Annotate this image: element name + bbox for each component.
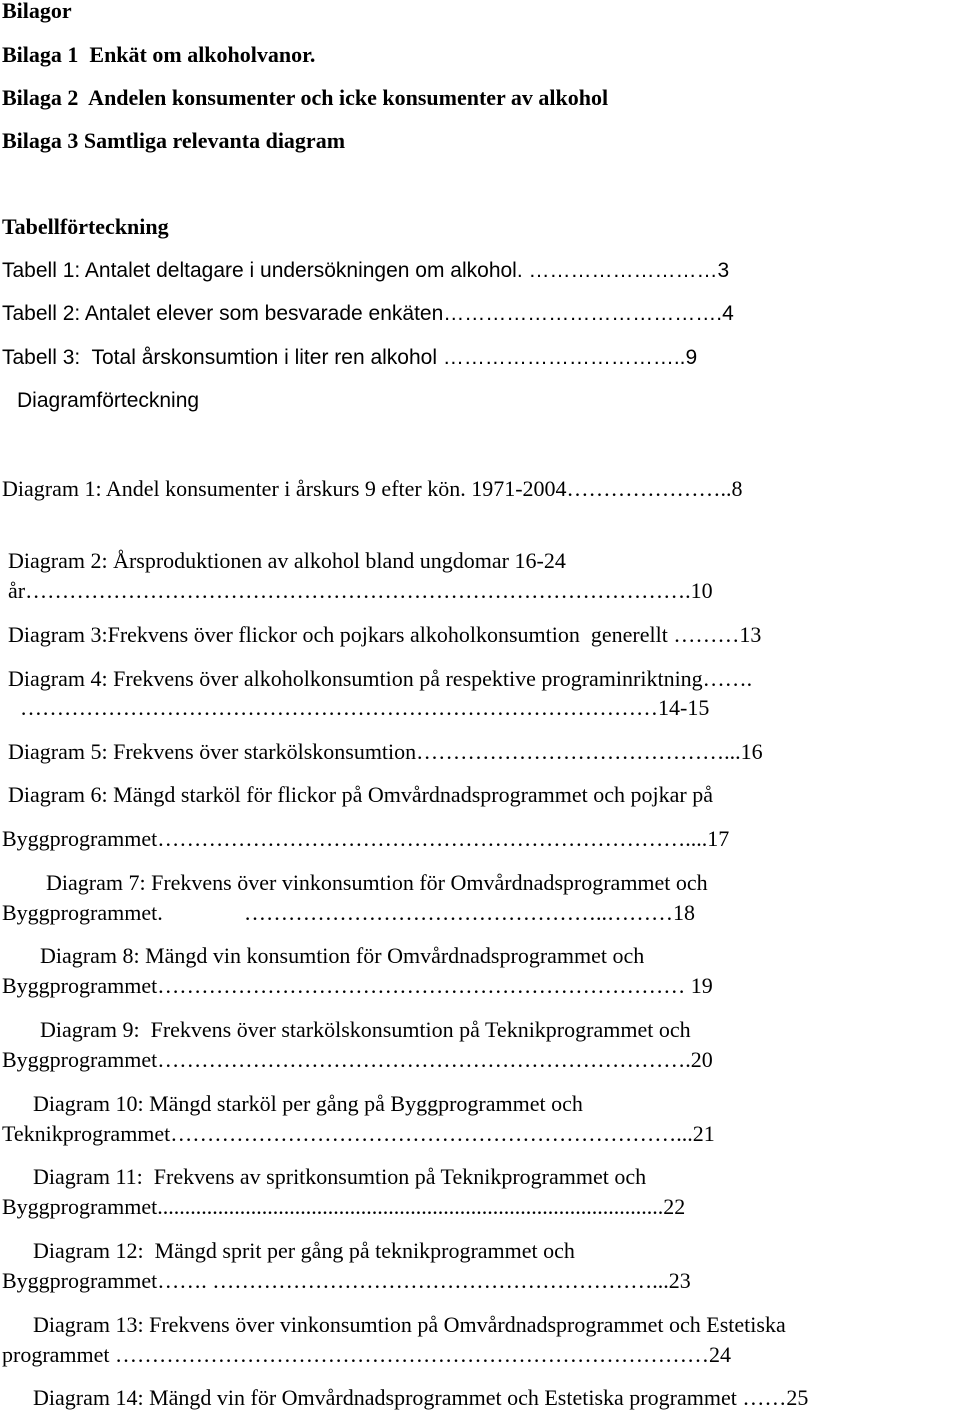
- diagram-entry-4-leader: ……………………………………………………………………………14-15: [20, 695, 710, 720]
- tables-heading: Tabellförteckning: [2, 214, 169, 239]
- diagram-entry-13-title: Diagram 13: Frekvens över vinkonsumtion på Omvårdnadsprogrammet och Estetiska: [33, 1312, 786, 1337]
- table-entry-1: Tabell 1: Antalet deltagare i undersökningen om alkohol. ………………………3: [2, 259, 730, 282]
- diagram-entry-11-title: Diagram 11: Frekvens av spritkonsumtion på Teknikprogrammet och: [33, 1164, 647, 1189]
- diagram-entry-8-title: Diagram 8: Mängd vin konsumtion för Omvårdnadsprogrammet och: [40, 943, 645, 968]
- diagram-entry-8-leader: Byggprogrammet……………………………………………………………… 19: [2, 973, 713, 998]
- diagram-entry-7-title: Diagram 7: Frekvens över vinkonsumtion för Omvårdnadsprogrammet och: [46, 870, 708, 895]
- appendix-item-2: Bilaga 2 Andelen konsumenter och icke konsumenter av alkohol: [2, 85, 609, 110]
- diagram-entry-7-name: Byggprogrammet.: [2, 900, 163, 925]
- diagram-entry-4-title: Diagram 4: Frekvens över alkoholkonsumtion på respektive programinriktning…….: [8, 666, 753, 691]
- diagram-entry-14: Diagram 14: Mängd vin för Omvårdnadsprogrammet och Estetiska programmet ……25: [33, 1385, 809, 1410]
- appendix-item-1: Bilaga 1 Enkät om alkoholvanor.: [2, 42, 316, 67]
- diagram-entry-9-leader: Byggprogrammet……………………………………………………………….20: [2, 1047, 713, 1072]
- diagram-entry-3: Diagram 3:Frekvens över flickor och pojkars alkoholkonsumtion generellt ………13: [8, 622, 762, 647]
- diagram-entry-10-title: Diagram 10: Mängd starköl per gång på Byggprogrammet och: [33, 1091, 583, 1116]
- diagram-entry-5: Diagram 5: Frekvens över starkölskonsumtion……………………………………...16: [8, 739, 763, 764]
- diagram-entry-2-title: Diagram 2: Årsproduktionen av alkohol bland ungdomar 16-24: [8, 548, 566, 573]
- diagrams-heading: Diagramförteckning: [17, 389, 200, 412]
- appendix-heading: Bilagor: [2, 0, 72, 23]
- diagram-entry-7-leader: …………………………………………..………18: [244, 900, 695, 925]
- diagram-entry-9-title: Diagram 9: Frekvens över starkölskonsumtion på Teknikprogrammet och: [40, 1017, 691, 1042]
- diagram-entry-13-leader: programmet ………………………………………………………………………24: [2, 1342, 732, 1367]
- diagram-entry-2-leader: år……………………………………………………………………………….10: [8, 578, 713, 603]
- appendix-item-3: Bilaga 3 Samtliga relevanta diagram: [2, 128, 346, 153]
- diagram-entry-6-leader: Byggprogrammet………………………………………………………………....17: [2, 826, 730, 851]
- diagram-entry-6-title: Diagram 6: Mängd starköl för flickor på Omvårdnadsprogrammet och pojkar på: [8, 782, 714, 807]
- diagram-entry-12-leader: Byggprogrammet……. ……………………………………………………...23: [2, 1268, 691, 1293]
- diagram-entry-1: Diagram 1: Andel konsumenter i årskurs 9 efter kön. 1971-2004…………………..8: [2, 476, 743, 501]
- diagram-entry-11-leader: Byggprogrammet............................................................................................22: [2, 1194, 686, 1219]
- table-entry-2: Tabell 2: Antalet elever som besvarade enkäten………………………………….4: [2, 302, 734, 325]
- diagram-entry-12-title: Diagram 12: Mängd sprit per gång på teknikprogrammet och: [33, 1238, 575, 1263]
- diagram-entry-10-leader: Teknikprogrammet……………………………………………………………...21: [2, 1121, 715, 1146]
- table-entry-3: Tabell 3: Total årskonsumtion i liter ren alkohol ……………………………..9: [2, 346, 698, 369]
